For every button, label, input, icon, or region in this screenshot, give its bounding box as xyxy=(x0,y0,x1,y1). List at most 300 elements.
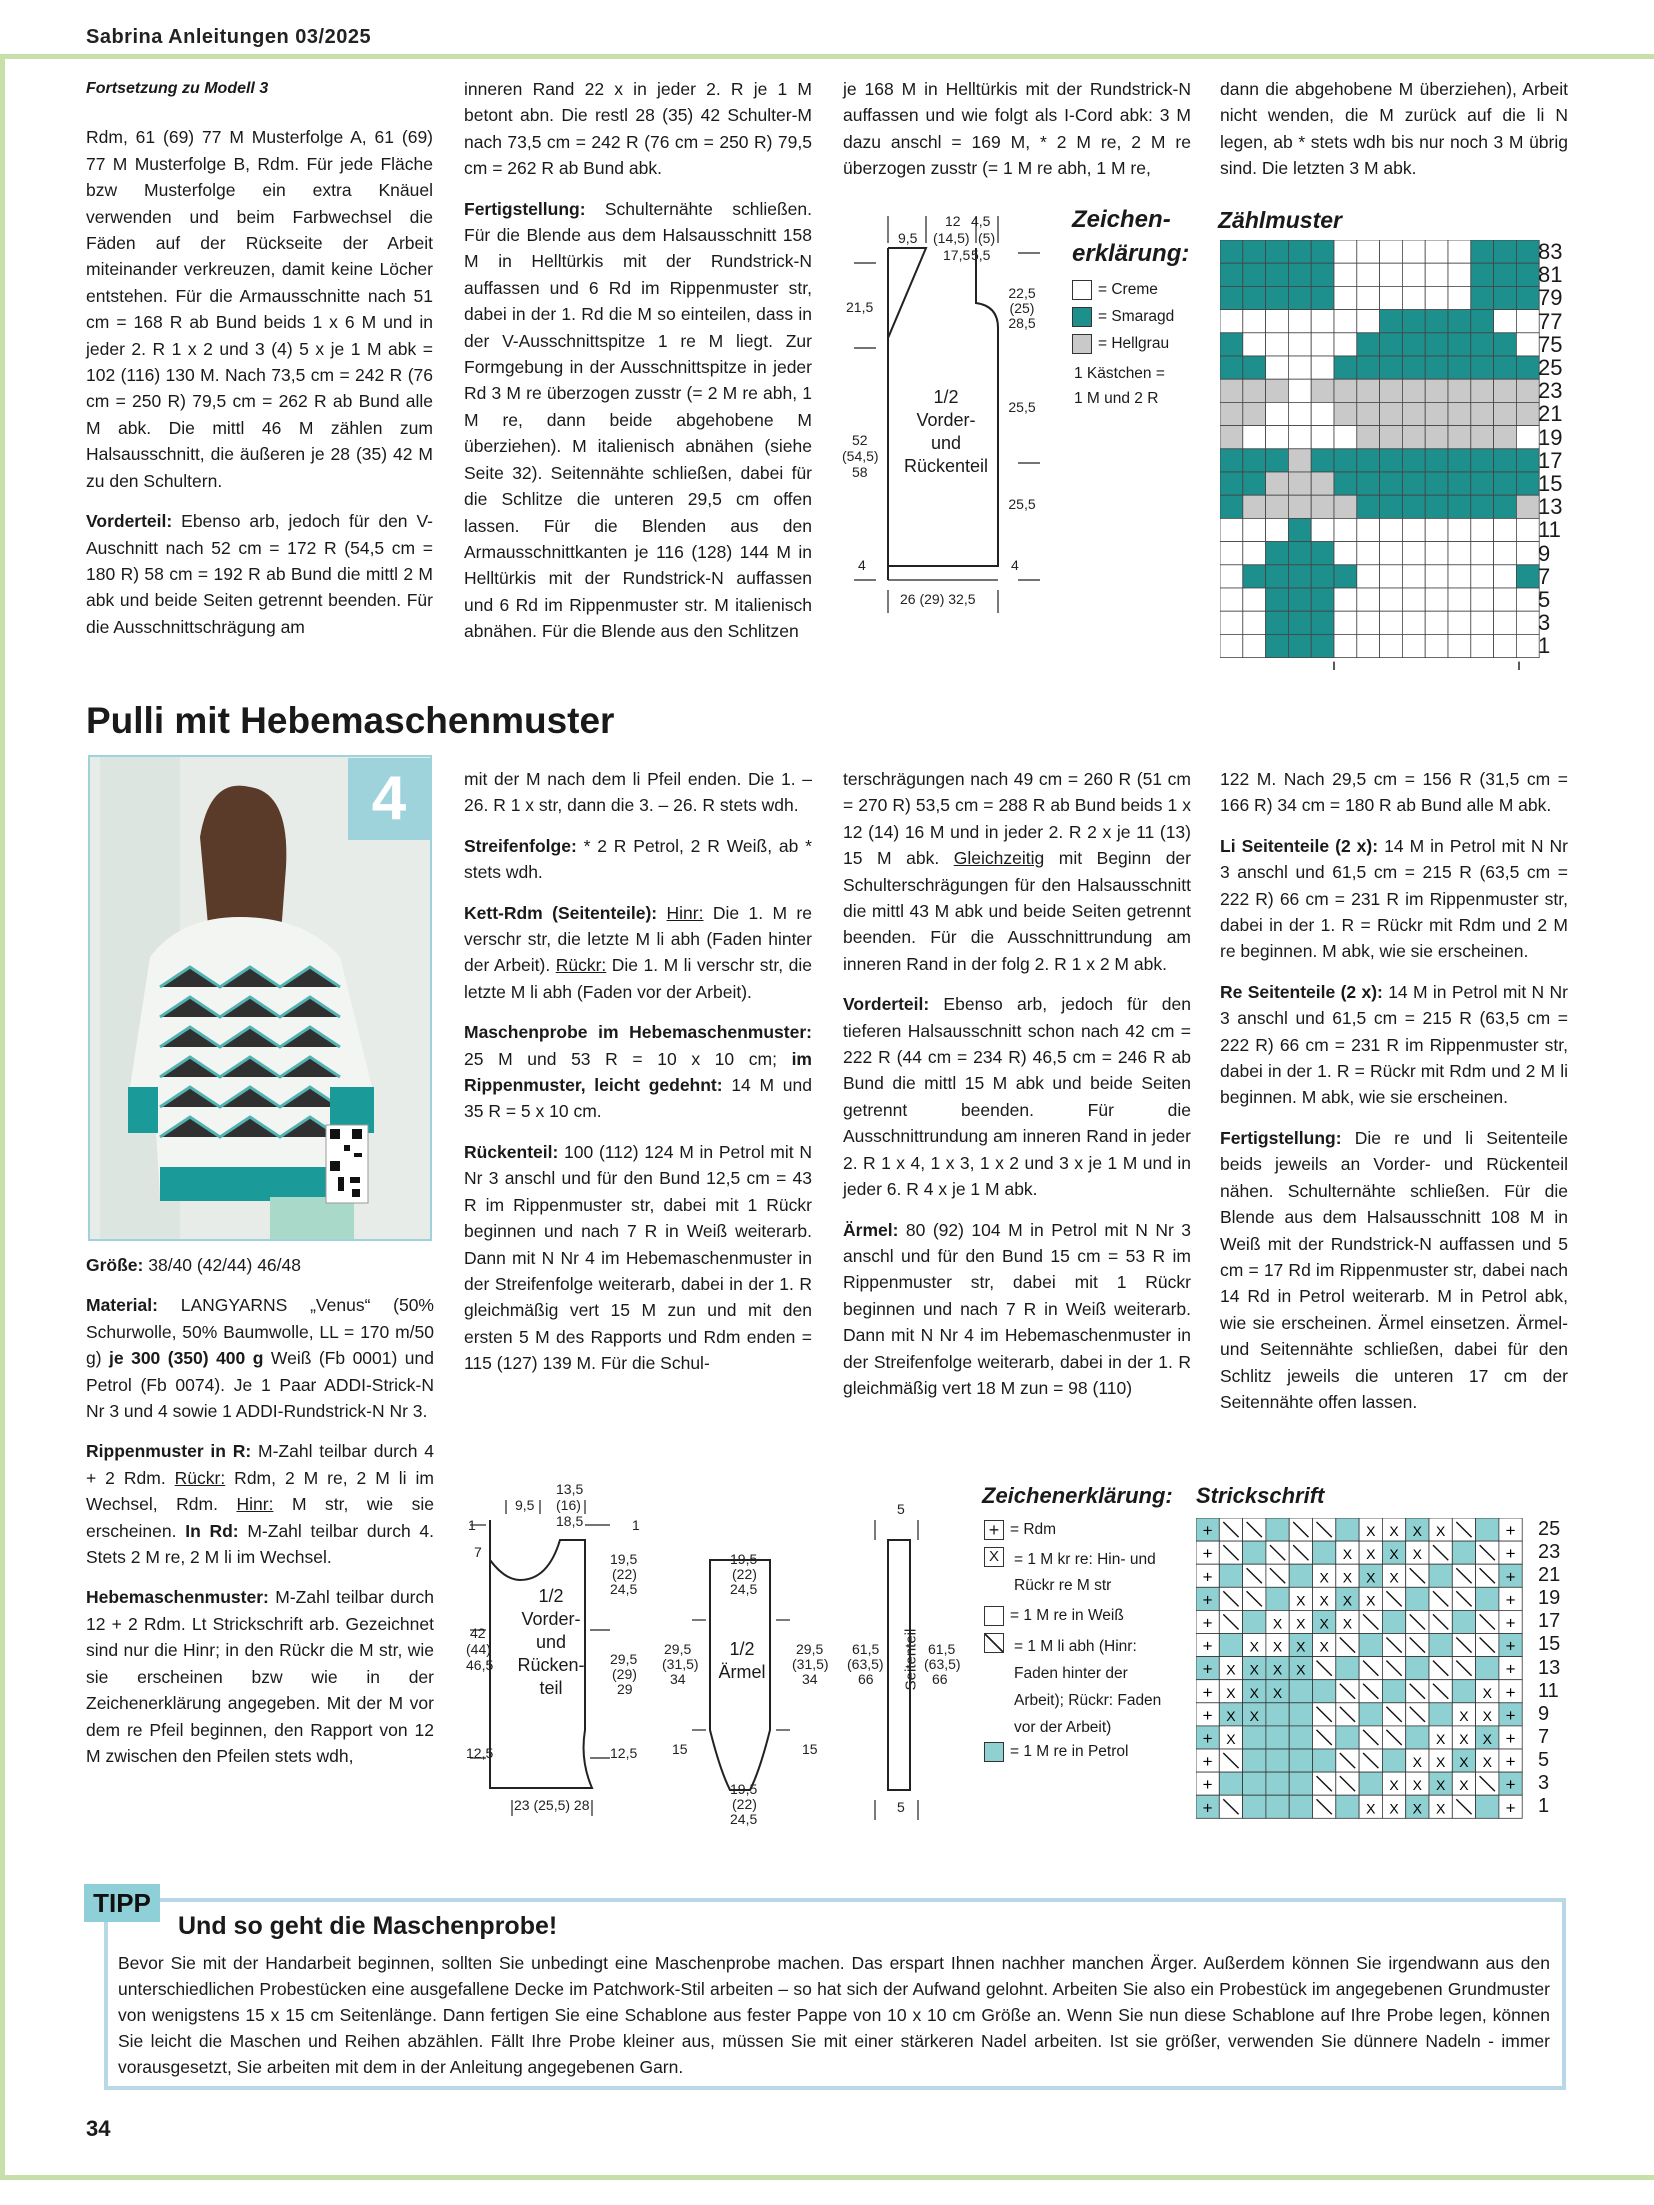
chart1-cell xyxy=(1448,449,1471,472)
chart2-cell xyxy=(1359,1610,1382,1633)
svg-text:+: + xyxy=(1202,1544,1213,1564)
chart2-cell xyxy=(1429,1703,1452,1726)
svg-text:X: X xyxy=(1389,1800,1399,1817)
chart2-cell xyxy=(1219,1610,1242,1633)
chart1-cell xyxy=(1425,310,1448,333)
chart1-cell xyxy=(1494,542,1517,565)
chart1-cell xyxy=(1516,472,1539,495)
chart1-cell xyxy=(1311,310,1334,333)
chart1-cell xyxy=(1402,634,1425,657)
chart2-cell xyxy=(1382,1703,1405,1726)
svg-text:+: + xyxy=(1202,1775,1213,1795)
chart2-cell xyxy=(1313,1703,1336,1726)
chart2-cell xyxy=(1243,1703,1266,1726)
chart2-cell xyxy=(1313,1657,1336,1680)
chart2-cell xyxy=(1382,1749,1405,1772)
chart2-cell xyxy=(1452,1587,1475,1610)
magazine-header: Sabrina Anleitungen 03/2025 xyxy=(86,26,372,48)
s2-side-right-3: 66 xyxy=(932,1671,948,1687)
chart1-cell xyxy=(1220,379,1243,402)
chart1-cell xyxy=(1494,356,1517,379)
chart1-cell xyxy=(1425,286,1448,309)
chart1-cell xyxy=(1288,565,1311,588)
chart1-cell xyxy=(1448,611,1471,634)
chart2-cell xyxy=(1219,1795,1242,1818)
chart1-cell xyxy=(1220,588,1243,611)
chart1-cell xyxy=(1334,263,1357,286)
chart1-cell xyxy=(1494,379,1517,402)
chart2-cell xyxy=(1429,1564,1452,1587)
chart2-cell xyxy=(1336,1680,1359,1703)
svg-text:X: X xyxy=(1435,1731,1446,1747)
chart1-cell xyxy=(1266,634,1289,657)
svg-text:+: + xyxy=(1202,1798,1213,1818)
chart2-cell xyxy=(1499,1703,1522,1726)
chart1-cell xyxy=(1494,240,1517,263)
chart2-cell xyxy=(1289,1703,1312,1726)
svg-text:X: X xyxy=(1435,1777,1446,1794)
chart1-cell xyxy=(1266,240,1289,263)
chart1-cell xyxy=(1425,449,1448,472)
svg-text:X: X xyxy=(1342,1592,1353,1609)
chart1-cell xyxy=(1357,542,1380,565)
chart1-cell xyxy=(1425,472,1448,495)
chart1-cell xyxy=(1357,565,1380,588)
chart1-cell xyxy=(1243,402,1266,425)
chart2-cell xyxy=(1219,1657,1242,1680)
chart1-cell xyxy=(1471,426,1494,449)
chart1-cell xyxy=(1266,565,1289,588)
chart2-cell xyxy=(1243,1634,1266,1657)
chart2-cell xyxy=(1452,1657,1475,1680)
schem-center-label: 1/2 Vorder- und Rückenteil xyxy=(903,387,989,476)
s2-body-right-8: 12,5 xyxy=(610,1745,638,1761)
chart1-cell xyxy=(1334,588,1357,611)
slash-icon xyxy=(984,1633,1004,1653)
chart1-cell xyxy=(1494,495,1517,518)
chart2-cell xyxy=(1336,1518,1359,1541)
chart2-cell xyxy=(1476,1518,1499,1541)
chart1-cell xyxy=(1311,542,1334,565)
chart1-cell xyxy=(1494,588,1517,611)
chart2-cell xyxy=(1243,1541,1266,1564)
svg-text:+: + xyxy=(1505,1705,1516,1725)
chart1-row-numbers: 83 81 79 77 75 25 23 21 19 17 15 13 11 9 7 5 3 1 xyxy=(1538,239,1563,659)
frame-bottom xyxy=(0,2175,1654,2180)
chart2-cell xyxy=(1243,1657,1266,1680)
chart2-cell xyxy=(1266,1541,1289,1564)
chart1-cell xyxy=(1425,426,1448,449)
chart1-cell xyxy=(1448,634,1471,657)
chart1-cell xyxy=(1288,588,1311,611)
s2-side-top: 5 xyxy=(897,1501,905,1517)
chart1-cell xyxy=(1380,286,1403,309)
chart1-cell xyxy=(1402,379,1425,402)
legend2-weiss: = 1 M re in Weiß xyxy=(984,1606,1124,1626)
chart2-cell xyxy=(1313,1610,1336,1633)
s2-sleeve-right-2: (31,5) xyxy=(792,1656,829,1672)
chart2-cell xyxy=(1406,1749,1429,1772)
top-col1-paragraph-2: Vorderteil: Ebenso arb, jedoch für den V-Auschnitt nach 52 cm = 172 R (54,5 cm = 180 R) 58 cm = 192 R ab Bund die mittl 2 M abk und beide Seiten getrennt beenden. Für die Ausschnittschrägung am xyxy=(86,511,433,637)
chart1-cell xyxy=(1425,402,1448,425)
chart1-cell xyxy=(1516,356,1539,379)
chart2-cell xyxy=(1359,1772,1382,1795)
s2-body-left-3: 42 xyxy=(470,1625,486,1641)
schem-top-num-4: (14,5) xyxy=(933,230,970,246)
svg-text:+: + xyxy=(1505,1636,1516,1656)
chart1-cell xyxy=(1380,588,1403,611)
svg-text:X: X xyxy=(1482,1707,1492,1724)
chart2-title: Strickschrift xyxy=(1196,1483,1325,1508)
legend-smaragd: = Smaragd xyxy=(1072,307,1174,327)
chart1-cell xyxy=(1311,634,1334,657)
chart1-cell xyxy=(1494,565,1517,588)
chart1-cell xyxy=(1311,611,1334,634)
sleeve-paragraph: Ärmel: 80 (92) 104 M in Petrol mit N Nr 3 anschl und für den Bund 15 cm = 53 R im Rippenmuster str, dabei mit 1 Rückr beginnen und nach 7 R in Weiß weiterarb. Dann mit N Nr 4 im Hebemaschenmuster in der Streifenfolge weiterarb, dabei in der 1. R gleichmäßig vert 18 M zun = 98 (110) xyxy=(843,1219,1191,1398)
chart2-cell xyxy=(1359,1680,1382,1703)
schem-left-num-5: 4 xyxy=(858,557,866,573)
chart1-cell xyxy=(1471,565,1494,588)
svg-text:X: X xyxy=(1342,1615,1353,1632)
svg-text:+: + xyxy=(1202,1590,1213,1610)
svg-text:X: X xyxy=(1412,1800,1423,1817)
chart2-cell xyxy=(1452,1634,1475,1657)
chart2-cell xyxy=(1359,1634,1382,1657)
chart1-cell xyxy=(1220,611,1243,634)
cross-icon: X xyxy=(984,1547,1004,1567)
schem-right-num-6: 4 xyxy=(1011,557,1019,573)
legend2-kr: X = 1 M kr re: Hin- und Rückr re M str xyxy=(984,1547,1164,1599)
model-column-3 xyxy=(843,766,1191,1415)
svg-text:X: X xyxy=(1296,1638,1306,1655)
legend-creme: = Creme xyxy=(1072,280,1158,300)
size-paragraph: Größe: 38/40 (42/44) 46/48 xyxy=(86,1255,301,1275)
chart2-cell xyxy=(1476,1749,1499,1772)
chart1-cell xyxy=(1288,240,1311,263)
s2-body-right-2: 19,5 xyxy=(610,1551,638,1567)
chart2-cell xyxy=(1382,1795,1405,1818)
svg-text:X: X xyxy=(1249,1638,1259,1655)
chart1-cell xyxy=(1357,333,1380,356)
chart1-cell xyxy=(1380,611,1403,634)
svg-text:X: X xyxy=(1342,1569,1353,1586)
chart1-cell xyxy=(1266,611,1289,634)
chart2-cell xyxy=(1196,1703,1219,1726)
schem-right-num-2: (25) xyxy=(1009,300,1035,316)
chart2-cell xyxy=(1499,1772,1522,1795)
chart1-cell xyxy=(1243,472,1266,495)
chart1-cell xyxy=(1425,634,1448,657)
s2-side-left-2: (63,5) xyxy=(847,1656,884,1672)
model-column-2 xyxy=(464,766,812,1391)
chart2-cell xyxy=(1196,1749,1219,1772)
chart1-cell xyxy=(1266,588,1289,611)
model-column-4 xyxy=(1220,766,1568,1429)
chart2-cell xyxy=(1336,1795,1359,1818)
chart2-cell xyxy=(1429,1541,1452,1564)
chart1-cell xyxy=(1334,426,1357,449)
back-paragraph: Rückenteil: 100 (112) 124 M in Petrol mit N Nr 3 anschl und für den Bund 12,5 cm = 43 R im Rippenmuster str, dabei mit 1 Rückr beginnen und nach 7 R in Weiß weiterarb. Dann mit N Nr 4 im Hebemaschenmuster in der Streifenfolge weiterarb, dabei in der 1. R gleichmäßig vert 15 M zun und mit den ersten 5 M des Rapports und Rdm enden = 115 (127) 139 M. Für die Schul- xyxy=(464,1141,812,1374)
chart2-cell xyxy=(1406,1518,1429,1541)
s2-body-left-6: 12,5 xyxy=(466,1745,494,1761)
chart2-cell xyxy=(1266,1518,1289,1541)
chart2-cell xyxy=(1452,1749,1475,1772)
chart2-cell xyxy=(1243,1749,1266,1772)
chart1-cell xyxy=(1334,379,1357,402)
s2-body-right-7: 29 xyxy=(617,1681,633,1697)
chart2-cell xyxy=(1359,1541,1382,1564)
s2-body-top-3: (16) xyxy=(556,1497,581,1513)
chart2-cell xyxy=(1476,1703,1499,1726)
chart2-cell xyxy=(1196,1657,1219,1680)
chart2-cell xyxy=(1476,1541,1499,1564)
chart1-cell xyxy=(1220,426,1243,449)
chart1-cell xyxy=(1516,286,1539,309)
schem-right-num-1: 22,5 xyxy=(1008,285,1036,301)
chart2-cell xyxy=(1499,1610,1522,1633)
swatch-hellgrau xyxy=(1072,334,1092,354)
svg-text:+: + xyxy=(1505,1521,1516,1541)
svg-text:X: X xyxy=(1366,1592,1376,1609)
chart1-cell xyxy=(1220,263,1243,286)
chart2-cell xyxy=(1499,1634,1522,1657)
page-number: 34 xyxy=(86,2116,111,2141)
svg-text:+: + xyxy=(1505,1752,1516,1772)
plus-icon: + xyxy=(984,1520,1004,1540)
chart2-cell xyxy=(1289,1634,1312,1657)
chart2-cell xyxy=(1452,1518,1475,1541)
chart2-cell xyxy=(1452,1541,1475,1564)
s2-body-bottom: 23 (25,5) 28 xyxy=(514,1797,590,1813)
s2-body-left-4: (44) xyxy=(466,1641,491,1657)
chart2-cell xyxy=(1336,1703,1359,1726)
chart1-cell xyxy=(1243,379,1266,402)
chart2-cell xyxy=(1499,1518,1522,1541)
chart2-cell xyxy=(1336,1749,1359,1772)
schem-top-num-6: 17,5 xyxy=(943,247,971,263)
chart2-cell xyxy=(1452,1680,1475,1703)
chart2-cell xyxy=(1406,1610,1429,1633)
svg-text:X: X xyxy=(1389,1546,1399,1563)
chart1-cell xyxy=(1448,518,1471,541)
s2-sleeve-left-4: 15 xyxy=(672,1741,688,1757)
chart1-cell xyxy=(1220,472,1243,495)
chart2-cell xyxy=(1243,1587,1266,1610)
svg-text:+: + xyxy=(1505,1613,1516,1633)
s2-body-right-1: 1 xyxy=(632,1517,640,1533)
chart2-cell xyxy=(1359,1703,1382,1726)
legend-title-2: erklärung: xyxy=(1072,240,1190,267)
chart2-cell xyxy=(1196,1680,1219,1703)
chart2-cell xyxy=(1382,1518,1405,1541)
rib-paragraph: Rippenmuster in R: M-Zahl teilbar durch 4 + 2 Rdm. Rückr: Rdm, 2 M re, 2 M li im Wechsel, Rdm. Hinr: M str, wie sie erscheinen. In Rd: M-Zahl teilbar durch 4. Stets 2 M re, 2 M li im Wechsel. xyxy=(86,1441,435,1568)
svg-text:X: X xyxy=(1272,1638,1283,1655)
chart2-cell xyxy=(1452,1610,1475,1633)
chart2-cell xyxy=(1359,1564,1382,1587)
s2-body-left-2: 7 xyxy=(474,1544,482,1560)
chart2-cell xyxy=(1406,1795,1429,1818)
legend2-rdm: + = Rdm xyxy=(984,1520,1056,1540)
chart2-cell xyxy=(1476,1610,1499,1633)
chart1-cell xyxy=(1516,333,1539,356)
chart1-cell xyxy=(1425,588,1448,611)
svg-text:X: X xyxy=(1412,1546,1423,1563)
chart1-cell xyxy=(1334,310,1357,333)
chart1-cell xyxy=(1266,286,1289,309)
svg-text:X: X xyxy=(1319,1638,1329,1655)
chart1-cell xyxy=(1243,286,1266,309)
chart1-cell xyxy=(1425,240,1448,263)
chart1-cell xyxy=(1357,495,1380,518)
schem-top-num-5: (5) xyxy=(978,230,996,246)
chart1-cell xyxy=(1471,402,1494,425)
chart1-cell xyxy=(1448,286,1471,309)
chart1-cell xyxy=(1471,356,1494,379)
chart2-cell xyxy=(1382,1772,1405,1795)
chart2-cell xyxy=(1266,1587,1289,1610)
chart1-cell xyxy=(1311,402,1334,425)
chart1-cell xyxy=(1311,263,1334,286)
chart1-cell xyxy=(1334,402,1357,425)
chart2-cell xyxy=(1406,1587,1429,1610)
chart1-cell xyxy=(1448,402,1471,425)
top-col2-paragraph-1: inneren Rand 22 x in jeder 2. R je 1 M betont abn. Die restl 28 (35) 42 Schulter-M nach 73,5 cm = 242 R (76 cm = 250 R) 79,5 cm = 262 R ab Bund abk. xyxy=(464,79,812,179)
chart2-cell xyxy=(1266,1726,1289,1749)
swatch-creme xyxy=(1072,280,1092,300)
s2-sleeve-right-3: 34 xyxy=(802,1671,818,1687)
chart1-cell xyxy=(1448,588,1471,611)
chart1-cell xyxy=(1471,286,1494,309)
chart1-cell xyxy=(1516,542,1539,565)
chart1-cell xyxy=(1448,263,1471,286)
chart1-cell xyxy=(1516,426,1539,449)
chart1-cell xyxy=(1288,426,1311,449)
svg-text:X: X xyxy=(1482,1684,1492,1701)
svg-text:X: X xyxy=(1319,1592,1329,1609)
chart1-cell xyxy=(1425,542,1448,565)
chart1-cell xyxy=(1266,495,1289,518)
strickschrift-chart xyxy=(1196,1518,1532,1838)
svg-text:X: X xyxy=(1226,1707,1236,1724)
chart2-cell xyxy=(1429,1680,1452,1703)
chart2-cell xyxy=(1219,1564,1242,1587)
c3-paragraph-1: terschrägungen nach 49 cm = 260 R (51 cm = 270 R) 53,5 cm = 288 R ab Bund beids 1 x 12 (14) 16 M und in jeder 2. R 2 x je 11 (13) 15 M abk. Gleichzeitig mit Beginn der Schulterschrägungen für den Halsausschnitt die mittl 43 M abk und beide Seiten getrennt beenden. Für die Ausschnittrundung am inneren Rand in der folg 2. R 1 x 2 M abk. xyxy=(843,769,1191,974)
s2-side-bottom: 5 xyxy=(897,1799,905,1815)
chart1-cell xyxy=(1357,634,1380,657)
svg-text:X: X xyxy=(1435,1754,1446,1771)
svg-text:X: X xyxy=(1412,1523,1423,1540)
chart2-cell xyxy=(1382,1610,1405,1633)
chart1-cell xyxy=(1516,263,1539,286)
chart2-cell xyxy=(1266,1610,1289,1633)
chart1-cell xyxy=(1471,240,1494,263)
chart2-cell xyxy=(1289,1749,1312,1772)
chart2-cell xyxy=(1499,1587,1522,1610)
chart1-cell xyxy=(1448,565,1471,588)
legend2-abh: = 1 M li abh (Hinr: Faden hinter der Arbeit); Rückr: Faden vor der Arbeit) xyxy=(984,1633,1164,1741)
chart1-cell xyxy=(1288,356,1311,379)
chart1-cell xyxy=(1357,310,1380,333)
model-column-1 xyxy=(86,1252,434,1783)
chart1-cell xyxy=(1380,472,1403,495)
chart1-cell xyxy=(1402,588,1425,611)
chart2-cell xyxy=(1266,1703,1289,1726)
legend-note-2: 1 M und 2 R xyxy=(1074,390,1159,407)
chart1-cell xyxy=(1334,240,1357,263)
chart2-cell xyxy=(1243,1795,1266,1818)
chart2-cell xyxy=(1289,1726,1312,1749)
chart1-cell xyxy=(1220,449,1243,472)
chart2-cell xyxy=(1266,1564,1289,1587)
chart2-cell xyxy=(1499,1657,1522,1680)
chart2-cell xyxy=(1476,1657,1499,1680)
s2-body-right-5: 29,5 xyxy=(610,1651,638,1667)
chart1-cell xyxy=(1311,495,1334,518)
svg-text:X: X xyxy=(1249,1707,1259,1724)
s2-sleeve-left-2: (31,5) xyxy=(662,1656,699,1672)
chart1-cell xyxy=(1243,495,1266,518)
c4-paragraph-1: 122 M. Nach 29,5 cm = 156 R (31,5 cm = 166 R) 34 cm = 180 R ab Bund alle M abk. xyxy=(1220,769,1568,816)
chart2-cell xyxy=(1289,1610,1312,1633)
chart2-cell xyxy=(1499,1795,1522,1818)
chart1-cell xyxy=(1357,518,1380,541)
chart1-cell xyxy=(1425,263,1448,286)
chart1-cell xyxy=(1402,611,1425,634)
top-column-1 xyxy=(86,76,433,654)
svg-text:X: X xyxy=(1366,1546,1376,1563)
chart1-cell xyxy=(1380,356,1403,379)
swatch-weiss xyxy=(984,1606,1004,1626)
svg-text:X: X xyxy=(1226,1661,1236,1678)
s2-side-left-1: 61,5 xyxy=(852,1641,880,1657)
chart1-cell xyxy=(1402,310,1425,333)
s2-body-top-4: 18,5 xyxy=(556,1513,584,1529)
s2-body-right-6: (29) xyxy=(612,1666,637,1682)
chart2-cell xyxy=(1359,1587,1382,1610)
chart1-cell xyxy=(1494,449,1517,472)
chart1-cell xyxy=(1334,565,1357,588)
chart2-cell xyxy=(1196,1610,1219,1633)
svg-text:X: X xyxy=(1319,1569,1329,1586)
c2-paragraph-1: mit der M nach dem li Pfeil enden. Die 1. – 26. R 1 x str, dann die 3. – 26. R stets wdh. xyxy=(464,769,812,816)
schem-top-num-1: 12 xyxy=(945,213,961,229)
chart1-cell xyxy=(1288,495,1311,518)
chart1-cell xyxy=(1448,356,1471,379)
chart1-cell xyxy=(1448,310,1471,333)
svg-text:X: X xyxy=(1459,1754,1469,1771)
s2-body-right-4: 24,5 xyxy=(610,1581,638,1597)
chart2-cell xyxy=(1499,1726,1522,1749)
chart2-cell xyxy=(1336,1541,1359,1564)
schem-top-num-7: 5,5 xyxy=(971,247,991,263)
s2-sleeve-top-3: 24,5 xyxy=(730,1581,758,1597)
chart2-cell xyxy=(1406,1703,1429,1726)
svg-text:X: X xyxy=(1366,1569,1376,1586)
chart1-cell xyxy=(1243,611,1266,634)
svg-text:X: X xyxy=(1389,1523,1399,1540)
chart1-cell xyxy=(1266,379,1289,402)
chart1-cell xyxy=(1471,472,1494,495)
chart1-cell xyxy=(1243,333,1266,356)
chart1-cell xyxy=(1516,634,1539,657)
schem-bottom-num: 26 (29) 32,5 xyxy=(900,591,976,607)
model-number-badge: 4 xyxy=(348,758,430,840)
chart1-cell xyxy=(1220,310,1243,333)
chart2-row-numbers: 25 23 21 19 17 15 13 11 9 7 5 3 1 xyxy=(1538,1518,1561,1818)
chart1-cell xyxy=(1288,402,1311,425)
chart2-cell xyxy=(1313,1564,1336,1587)
schem-right-num-4: 25,5 xyxy=(1008,399,1036,415)
